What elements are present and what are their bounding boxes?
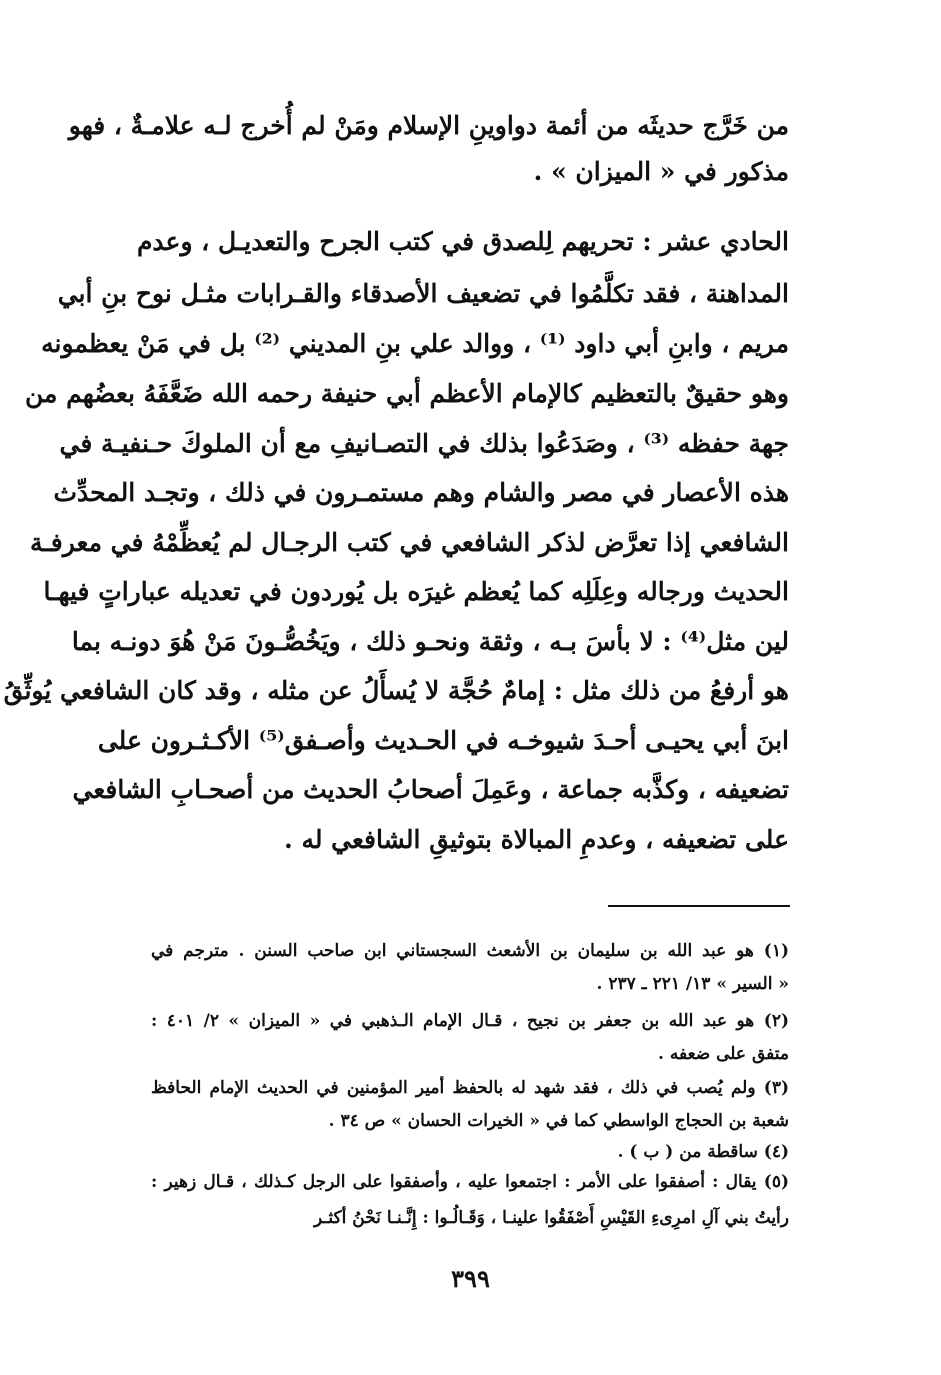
main-text-line-10: الحديث ورجاله وعِلَلِه كما يُعظم غيرَه بل يُوردون في تعديله عباراتٍ فيهـا — [43, 577, 789, 606]
main-text-line-7: جهة حفظه ⁽³⁾ ، وصَدَعُوا بذلك في التصـانيفِ مع أن الملوكَ حـنفيـة في — [59, 429, 789, 458]
page-number: ٣٩٩ — [451, 1264, 490, 1293]
main-text-line-14: تضعيفه ، وكذَّبه جماعة ، وعَمِلَ أصحابُ الحديث من أصحـابِ الشافعي — [72, 775, 789, 804]
main-text-line-13: ابنَ أبي يحيـى أحـدَ شيوخـه في الحـديث وأصـفق⁽⁵⁾ الأكـثـرون على — [97, 726, 789, 755]
footnote-line-8: (٥) يقال : أصفقوا على الأمر : اجتمعوا عليه ، وأصفقوا على الرجل كـذلك ، قـال زهير : — [151, 1172, 789, 1192]
footnote-line-5: (٣) ولم يُصب في ذلك ، فقد شهد له بالحفظ أمير المؤمنين في الحديث الإمام الحافظ — [151, 1078, 789, 1098]
footnote-line-7: (٤) ساقطة من ( ب ) . — [617, 1142, 789, 1162]
main-text-line-4: المداهنة ، فقد تكلَّمُوا في تضعيف الأصدقاء والقـرابات مثـل نوح بنِ أبي — [57, 279, 789, 308]
main-text-line-12: هو أرفعُ من ذلك مثل : إمامٌ حُجَّة لا يُسأَلُ عن مثله ، وقد كان الشافعي يُوثِّقُ — [3, 676, 789, 705]
main-text-line-2: مذكور في « الميزان » . — [533, 157, 789, 186]
footnote-line-6: شعبة بن الحجاج الواسطي كما في « الخيرات الحسان » ص ٣٤ . — [328, 1111, 789, 1131]
footnote-line-3: (٢) هو عبد الله بن جعفر بن نجيح ، قـال الإمام الـذهبي في « الميزان » ٢/ ٤٠١ : — [151, 1011, 789, 1031]
main-text-line-3: الحادي عشر : تحريهم لِلصدق في كتب الجرح والتعديـل ، وعدم — [136, 227, 789, 256]
main-text-line-11: لين مثل⁽⁴⁾ : لا بأسَ بـه ، وثقة ونحـو ذلك ، ويَخُصُّـونَ مَنْ هُوَ دونـه بما — [71, 627, 789, 656]
main-text-line-15: على تضعيفه ، وعدمِ المبالاة بتوثيقِ الشافعي له . — [284, 825, 789, 854]
footnote-line-4: متفق على ضعفه . — [658, 1044, 789, 1064]
footnote-line-9: رأيتُ بني آلِ امرِىءِ القَيْسِ أَصْفَقُوا علينـا ، وَقَـالُـوا : إِنَّـنـا نَحْنُ أكثـر — [314, 1208, 789, 1228]
footnote-line-1: (١) هو عبد الله بن سليمان بن الأشعث السجستاني ابن صاحب السنن . مترجم في — [151, 941, 789, 961]
main-text-line-1: من خَرَّج حديثَه من أئمة دواوينِ الإسلام ومَنْ لم أُخرج لـه علامـةٌ ، فهو — [68, 111, 789, 140]
main-text-line-6: وهو حقيقٌ بالتعظيم كالإمام الأعظم أبي حنيفة رحمه الله ضَعَّفَهُ بعضُهم من — [24, 379, 789, 408]
main-text-line-9: الشافعي إذا تعرَّض لذكر الشافعي في كتب الرجـال لم يُعظِّمْهُ في معرفـة — [30, 528, 789, 557]
main-text-line-8: هذه الأعصار في مصر والشام وهم مستمـرون في ذلك ، وتجـد المحدِّث — [53, 478, 789, 507]
footnote-line-2: « السير » ١٣/ ٢٢١ ـ ٢٣٧ . — [596, 974, 789, 994]
main-text-line-5: مريم ، وابنِ أبي داود ⁽¹⁾ ، ووالد علي بنِ المديني ⁽²⁾ بل في مَنْ يعظمونه — [41, 329, 789, 358]
footnote-separator — [608, 905, 790, 907]
